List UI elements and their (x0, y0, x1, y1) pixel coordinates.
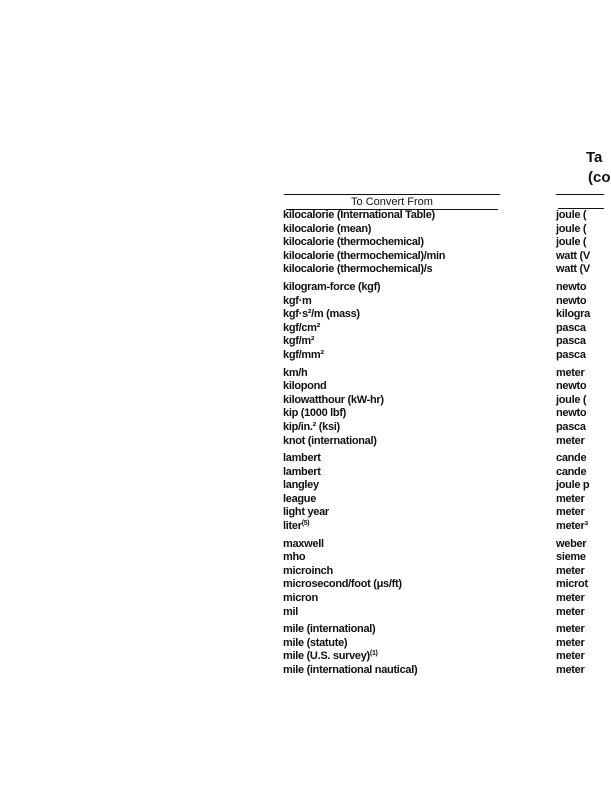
table-row (283, 565, 604, 579)
convert-from-cell: mho (283, 551, 306, 564)
table-title-line-1: Ta (586, 149, 603, 166)
convert-to-cell: meter (556, 605, 585, 618)
table-row (283, 421, 604, 435)
convert-from-cell: kilocalorie (International Table) (283, 209, 435, 221)
convert-from-cell: light year (283, 506, 329, 519)
row-group (283, 623, 604, 677)
table-row (283, 606, 604, 620)
table-row (283, 650, 604, 664)
row-group (283, 209, 604, 277)
convert-from-cell: mile (international) (283, 623, 376, 636)
table-row (283, 466, 604, 480)
convert-to-cell: meter (556, 592, 585, 605)
footnote-marker: (1) (369, 650, 378, 658)
table-row (283, 394, 604, 408)
row-group (283, 538, 604, 620)
convert-from-cell: maxwell (283, 537, 324, 550)
table-row (283, 623, 604, 637)
table-row (283, 335, 604, 349)
table-row (283, 322, 604, 336)
row-group (283, 281, 604, 363)
table-row (283, 367, 604, 381)
convert-to-cell: meter³ (556, 520, 588, 533)
table-row (283, 637, 604, 651)
convert-to-cell: joule ( (556, 236, 587, 249)
convert-to-cell: joule ( (556, 393, 587, 406)
row-group (283, 452, 604, 534)
table-row (283, 506, 604, 520)
footnote-marker: (5) (301, 520, 310, 528)
convert-from-cell: knot (international) (283, 434, 377, 447)
table-row (283, 250, 604, 264)
convert-from-cell: mile (U.S. survey)$^{(1)}$ (283, 650, 378, 663)
table-row (283, 236, 604, 250)
table-row (283, 295, 604, 309)
convert-from-cell: kip (1000 lbf) (283, 407, 347, 420)
table-title-line-2: (co (588, 169, 611, 186)
conversion-table-body (283, 209, 604, 682)
convert-to-cell: watt (V (556, 249, 590, 262)
table-title (586, 148, 611, 188)
convert-to-cell: newto (556, 280, 587, 293)
convert-to-cell: meter (556, 492, 585, 505)
table-row (283, 435, 604, 449)
convert-from-cell: microsecond/foot (μs/ft) (283, 578, 402, 591)
convert-to-cell: meter (556, 564, 585, 577)
convert-to-cell: cande (556, 465, 587, 478)
convert-to-cell: sieme (556, 551, 586, 564)
table-row (283, 520, 604, 534)
convert-to-cell: cande (556, 452, 587, 465)
convert-to-cell: meter (556, 434, 585, 447)
table-row (283, 263, 604, 277)
table-row (283, 349, 604, 363)
table-row (283, 223, 604, 237)
convert-from-cell: kgf·s²/m (mass) (283, 308, 360, 321)
convert-to-cell: meter (556, 366, 585, 379)
convert-from-cell: kilogram-force (kgf) (283, 280, 381, 293)
convert-from-cell: kgf/cm² (283, 321, 321, 334)
convert-from-cell: lambert (283, 465, 321, 478)
convert-from-cell: km/h (283, 366, 308, 379)
convert-to-cell: pasca (556, 420, 586, 433)
convert-to-cell: meter (556, 623, 585, 636)
convert-to-cell: kilogra (556, 308, 590, 321)
column-header-from-label: To Convert From (286, 196, 498, 210)
convert-to-cell: newto (556, 294, 587, 307)
convert-from-cell: kilocalorie (thermochemical)/min (283, 249, 446, 262)
convert-from-cell: kilocalorie (thermochemical) (283, 236, 424, 249)
convert-to-cell: joule p (556, 479, 590, 492)
convert-to-cell: meter (556, 650, 585, 663)
table-row (283, 592, 604, 606)
table-row (283, 493, 604, 507)
convert-from-cell: micron (283, 592, 318, 605)
table-row (283, 209, 604, 223)
convert-to-cell: meter (556, 506, 585, 519)
convert-to-cell: joule ( (556, 209, 587, 221)
convert-from-cell: kgf/m² (283, 335, 315, 348)
convert-to-cell: meter (556, 636, 585, 649)
convert-to-cell: microt (556, 578, 588, 591)
convert-to-cell: pasca (556, 348, 586, 361)
column-header-from (284, 194, 500, 210)
convert-from-cell: lambert (283, 452, 321, 465)
convert-from-cell: kilopond (283, 380, 327, 393)
convert-from-cell: microinch (283, 564, 333, 577)
convert-to-cell: weber (556, 537, 587, 550)
convert-to-cell: newto (556, 407, 587, 420)
convert-to-cell: pasca (556, 321, 586, 334)
table-row (283, 452, 604, 466)
convert-from-cell: mile (statute) (283, 636, 348, 649)
convert-from-cell: mile (international nautical) (283, 664, 418, 676)
convert-from-cell: kilocalorie (thermochemical)/s (283, 263, 433, 276)
convert-from-cell: langley (283, 479, 319, 492)
convert-to-cell: meter (556, 664, 585, 676)
table-row (283, 479, 604, 493)
convert-from-cell: league (283, 492, 317, 505)
column-header-to (556, 194, 604, 208)
convert-to-cell: newto (556, 380, 587, 393)
convert-from-cell: kgf/mm² (283, 348, 324, 361)
table-row (283, 578, 604, 592)
convert-to-cell: pasca (556, 335, 586, 348)
convert-to-cell: watt (V (556, 263, 590, 276)
convert-from-cell: mil (283, 605, 298, 618)
convert-to-cell: joule ( (556, 222, 587, 235)
table-row (283, 551, 604, 565)
convert-from-cell: kip/in.² (ksi) (283, 420, 340, 433)
convert-from-cell: kgf·m (283, 294, 312, 307)
row-group (283, 367, 604, 449)
table-row (283, 407, 604, 421)
table-row (283, 664, 604, 678)
table-row (283, 380, 604, 394)
convert-from-cell: kilocalorie (mean) (283, 222, 372, 235)
table-row (283, 281, 604, 295)
table-row (283, 538, 604, 552)
convert-from-cell: liter$^{(5)}$ (283, 520, 310, 533)
table-row (283, 308, 604, 322)
convert-from-cell: kilowatthour (kW-hr) (283, 393, 384, 406)
